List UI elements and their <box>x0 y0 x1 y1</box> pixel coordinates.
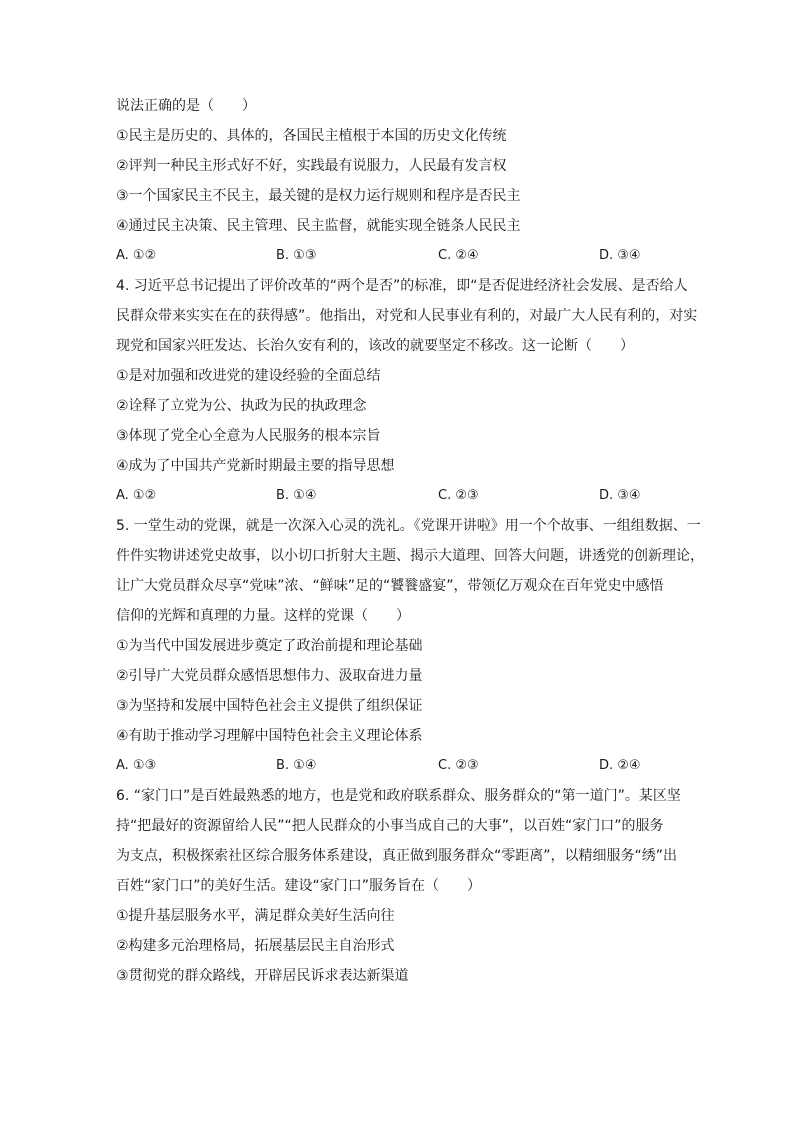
q6-stem-line-4: 百姓“家门口”的美好生活。建设“家门口”服务旨在（ ） <box>116 878 482 894</box>
q3-item-3: ③一个国家民主不民主，最关键的是权力运行规则和程序是否民主 <box>116 188 521 204</box>
q5-item-1: ①为当代中国发展进步奠定了政治前提和理论基础 <box>116 638 423 654</box>
q4-option-b[interactable]: B. ①④ <box>276 488 317 503</box>
q3-option-d[interactable]: D. ③④ <box>599 248 641 263</box>
q4-item-1: ①是对加强和改进党的建设经验的全面总结 <box>116 368 381 384</box>
q5-stem-line-4: 信仰的光辉和真理的力量。这样的党课（ ） <box>116 608 410 624</box>
q3-stem-tail: 说法正确的是（ ） <box>116 98 256 114</box>
q6-item-2: ②构建多元治理格局，拓展基层民主自治形式 <box>116 938 395 954</box>
exam-page <box>116 96 704 996</box>
q5-item-3: ③为坚持和发展中国特色社会主义提供了组织保证 <box>116 698 423 714</box>
q4-stem-line-3: 现党和国家兴旺发达、长治久安有利的，该改的就要坚定不移改。这一论断（ ） <box>116 338 634 354</box>
q6-stem-line-2: 持“把最好的资源留给人民”“把人民群众的小事当成自己的大事”，以百姓“家门口”的服务 <box>116 818 664 834</box>
q5-option-a[interactable]: A. ①③ <box>116 758 157 773</box>
q3-option-b[interactable]: B. ①③ <box>276 248 317 263</box>
q5-stem <box>116 516 704 626</box>
q5-options <box>116 756 682 776</box>
q5-option-b[interactable]: B. ①④ <box>276 758 317 773</box>
q5-item-2: ②引导广大党员群众感悟思想伟力、汲取奋进力量 <box>116 668 423 684</box>
q4-item-2: ②诠释了立党为公、执政为民的执政理念 <box>116 398 367 414</box>
q5-option-c[interactable]: C. ②③ <box>438 758 479 773</box>
q5-option-d[interactable]: D. ②④ <box>599 758 641 773</box>
q4-option-c[interactable]: C. ②③ <box>438 488 479 503</box>
q3-item-4: ④通过民主决策、民主管理、民主监督，就能实现全链条人民民主 <box>116 218 521 234</box>
q3-option-c[interactable]: C. ②④ <box>438 248 479 263</box>
q3-item-1: ①民主是历史的、具体的，各国民主植根于本国的历史文化传统 <box>116 128 507 144</box>
q5-item-4: ④有助于推动学习理解中国特色社会主义理论体系 <box>116 728 423 744</box>
q3-options <box>116 246 682 266</box>
q5-stem-line-1: 5. 一堂生动的党课，就是一次深入心灵的洗礼。《党课开讲啦》用一个个故事、一组组数据、一 <box>116 518 701 534</box>
q4-stem-line-2: 民群众带来实实在在的获得感”。他指出，对党和人民事业有利的，对最广大人民有利的，对实 <box>116 308 698 324</box>
q6-item-3: ③贯彻党的群众路线，开辟居民诉求表达新渠道 <box>116 968 409 984</box>
q3-item-2: ②评判一种民主形式好不好，实践最有说服力，人民最有发言权 <box>116 158 507 174</box>
q6-stem-line-3: 为支点，积极探索社区综合服务体系建设，真正做到服务群众“零距离”，以精细服务“绣”出 <box>116 848 678 864</box>
q5-stem-line-2: 件件实物讲述党史故事，以小切口折射大主题、揭示大道理、回答大问题，讲透党的创新理论， <box>116 548 704 564</box>
q4-options <box>116 486 682 506</box>
q4-stem-line-1: 4. 习近平总书记提出了评价改革的“两个是否”的标准，即“是否促进经济社会发展、是否给人 <box>116 278 688 294</box>
q5-stem-line-3: 让广大党员群众尽享“党味”浓、“鲜味”足的“饕餮盛宴”，带领亿万观众在百年党史中感悟 <box>116 578 664 594</box>
q3-option-a[interactable]: A. ①② <box>116 248 157 263</box>
q6-stem <box>116 786 682 896</box>
q4-option-a[interactable]: A. ①② <box>116 488 157 503</box>
q4-item-4: ④成为了中国共产党新时期最主要的指导思想 <box>116 458 395 474</box>
q6-item-1: ①提升基层服务水平，满足群众美好生活向往 <box>116 908 395 924</box>
q4-stem <box>116 276 698 356</box>
q6-stem-line-1: 6. “家门口”是百姓最熟悉的地方，也是党和政府联系群众、服务群众的“第一道门”。某区坚 <box>116 788 681 804</box>
q4-item-3: ③体现了党全心全意为人民服务的根本宗旨 <box>116 428 381 444</box>
q4-option-d[interactable]: D. ③④ <box>599 488 641 503</box>
